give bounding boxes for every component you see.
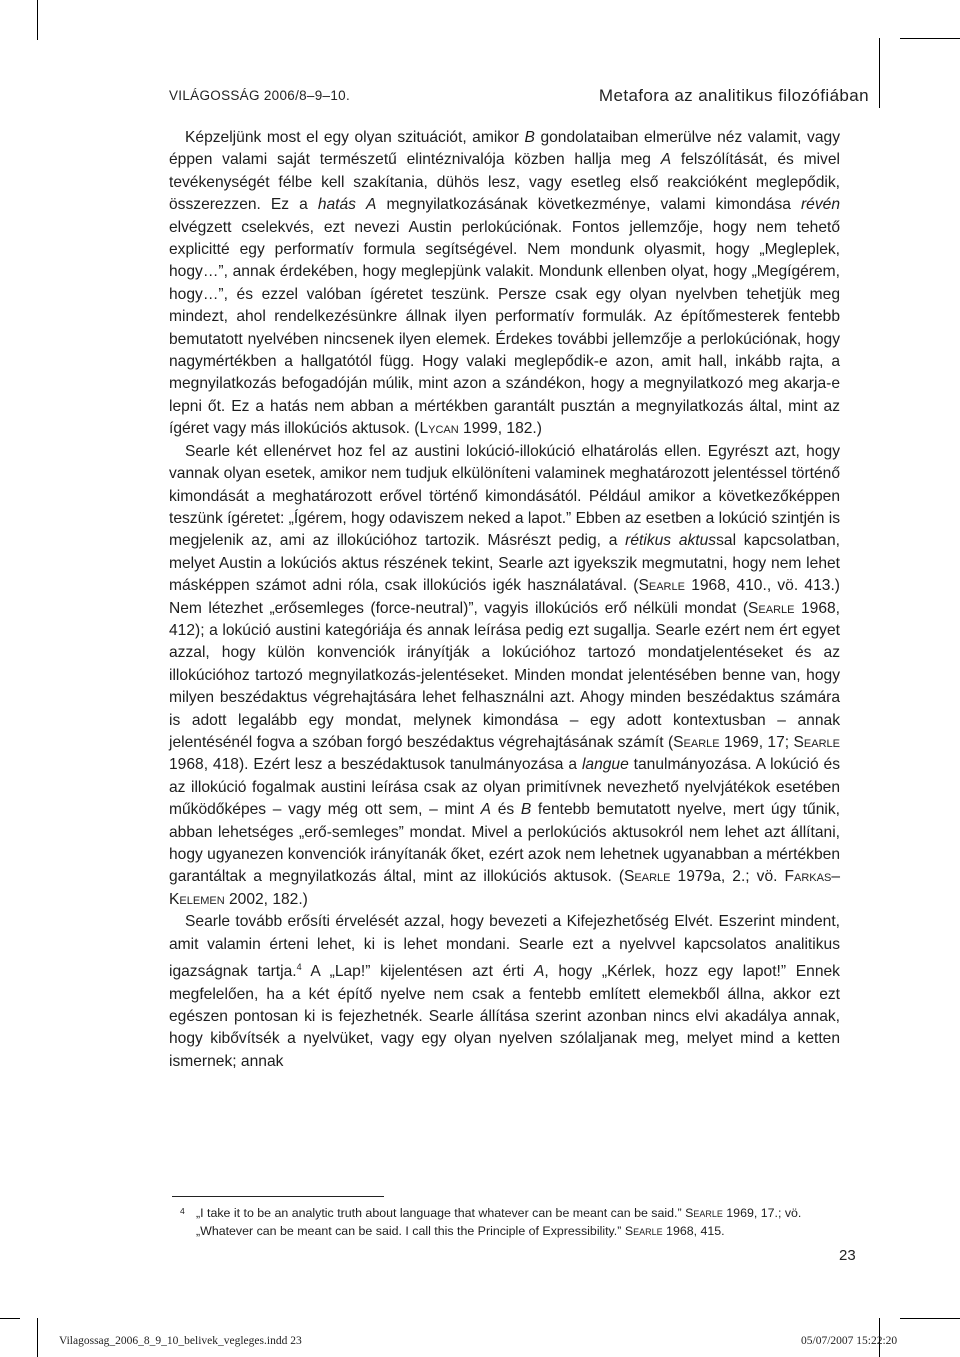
footnote-mark: 4: [180, 1206, 185, 1216]
crop-mark-top-right-h: [900, 38, 960, 39]
crop-mark-top-right: [879, 38, 880, 108]
paragraph-2: Searle két ellenérvet hoz fel az austini lokúció-illokúció elhatárolás ellen. Egyrészt azt, hogy vannak olyan esetek, amikor nem tudjuk elkülöníteni valaminek meghatározott jelentéssel történő kimondását a meghatározott erővel történő kimondásától. Például amikor a következőképpen teszünk ígéretet: „Ígérem, hogy odaviszem neked a lapot.” Ebben az esetben a lokúció szintjén is megjelenik az, ami az illokúcióhoz tartozik. Másrészt pedig, a rétikus aktussal kapcsolatban, melyet Austin a lokúciós aktus részének tekint, Searle azt igyekszik megmutatni, hogy nem lehet másképpen számot adni róla, csak illokúciós igék használatával. (Searle 1968, 410., vö. 413.) Nem létezhet „erősemleges (force-neutral)”, vagyis illokúciós erő nélküli mondat (Searle 1968, 412); a lokúció austini kategóriája és annak leírása pedig ezt sugallja. Searle ezért nem ért egyet azzal, hogy külön konvenciók irányítják a lokúcióhoz tartozó mondatjelentéseket és az illokúcióhoz tartozó megnyilatkozás-jelentéseket. Minden mondat jelentésében benne van, hogy milyen beszédaktus végrehajtására lehet felhasználni azt. Ahogy minden beszédaktus számára is adott legalább egy mondat, melynek kimondása – egy adott kontextusban – annak jelentésénél fogva a szóban forgó beszédaktus végrehajtásának számít (Searle 1969, 17; Searle 1968, 418). Ezért lesz a beszédaktusok tanulmányozása a langue tanulmányozása. A lokúció és az illokúció fogalmak austini leírása csak az olyan primitívnek nevezhető nyelvjátékok esetében működőképes – vagy még ott sem, – mint A és B fentebb bemutatott nyelve, mert úgy tűnik, abban lehetséges „erő-semleges” mondat. Mivel a perlokúciós aktusokról nem lehet azt állítani, hogy ugyanezen konvenciók irányítanák őket, ezért azok nem lehetnek ugyanabban a mértékben garantáltak a megnyilatkozás által, mint az illokúciós aktusok. (Searle 1979a, 2.; vö. Farkas–Kelemen 2002, 182.): [169, 442, 840, 908]
crop-mark-top-left: [37, 0, 38, 40]
citation-author: Searle: [748, 599, 795, 617]
citation-author: Lycan: [419, 420, 459, 438]
citation-author: Searle: [673, 733, 720, 751]
crop-mark-bottom-left-h: [0, 1318, 20, 1319]
citation-author: Searle: [793, 733, 840, 751]
page-number: 23: [839, 1247, 856, 1264]
citation-author: Searle: [638, 577, 685, 595]
article-body: [169, 127, 840, 1073]
slug-filename: Vilagossag_2006_8_9_10_belivek_vegleges.indd 23: [59, 1335, 302, 1347]
journal-issue: VILÁGOSSÁG 2006/8–9–10.: [169, 88, 351, 103]
citation-author: Searle: [624, 868, 671, 886]
footnote-rule: [172, 1196, 384, 1197]
article-title: Metafora az analitikus filozófiában: [598, 86, 869, 105]
crop-mark-bottom-right-h: [900, 1318, 960, 1319]
footnote-reference[interactable]: 4: [296, 962, 302, 973]
footnote: [180, 1205, 846, 1240]
crop-mark-bottom-left: [37, 1318, 38, 1357]
paragraph-3: Searle tovább erősíti érvelését azzal, hogy bevezeti a Kifejezhetőség Elvét. Eszerint mindent, amit valamin érteni lehet, ki is lehet mondani. Searle ezt a nyelvvel kapcsolatos analitikus igazságnak tartja.$^4$ A „Lap!” kijelentésen azt érti A, hogy „Kérlek, hozz egy lapot!” Ennek megfelelően, ha a két építő nyelve nem csak a fentebb említett elemekből állna, akkor ezt egészen pontosan ki is fejezhetnék. Searle állítása szerint azonban nincs elvi akadálya annak, hogy kibővítsék a nyelvüket, vagy egy olyan nyelven szólaljanak meg, melyet mind a ketten ismernek; annak: [169, 913, 840, 1070]
footnote-text: „I take it to be an analytic truth about language that whatever can be meant can be said.” Searle 1969, 17.; vö. „Whatever can be meant can be said. I call this the Principle of Expressibility.” Searle 1968, 415.: [196, 1206, 802, 1238]
citation-author: Farkas–Kelemen: [169, 868, 840, 908]
running-head: [169, 86, 869, 110]
paragraph-1: Képzeljünk most el egy olyan szituációt, amikor B gondolataiban elmerülve néz valamit, vagy éppen valami saját természetű elintéznivalója közben hallja meg A felszólítását, és mivel tevékenységét félbe kell szakítania, dühös lesz, vagy esetleg első reakcióként meglepődik, összerezzen. Ez a hatás A megnyilatkozásának következménye, valami kimondása révén elvégzett cselekvés, ezt nevezi Austin perlokúciónak. Fontos jellemzője, hogy nem tehető explicitté egy performatív formula segítségével. Nem mondunk olyasmit, hogy „Megleplek, hogy…”, annak érdekében, hogy meglepjünk valakit. Mondunk ellenben olyat, hogy „Megígérem, hogy…”, és ezzel valóban ígéretet teszünk. Persze csak egy olyan nyelvben tehetjük meg mindezt, ahol rendelkezésünkre állnak ilyen performatív formulák. Az építőmesterek fentebb bemutatott nyelvében nincsenek ilyen elemek. Érdekes további jellemzője a perlokúciónak, hogy nagymértékben a hallgatótól függ. Hogy valaki meglepődik-e azon, amit hall, inkább rajta, a megnyilatkozás befogadóján múlik, mint azon a szándékon, hogy a megnyilatkozó meg akarja-e lepni őt. Ez a hatás nem abban a mértékben garantált pusztán a megnyilatkozás által, mint az ígéret vagy más illokúciós aktusok. (Lycan 1999, 182.): [169, 129, 840, 438]
slug-timestamp: 05/07/2007 15:22:20: [801, 1335, 898, 1347]
